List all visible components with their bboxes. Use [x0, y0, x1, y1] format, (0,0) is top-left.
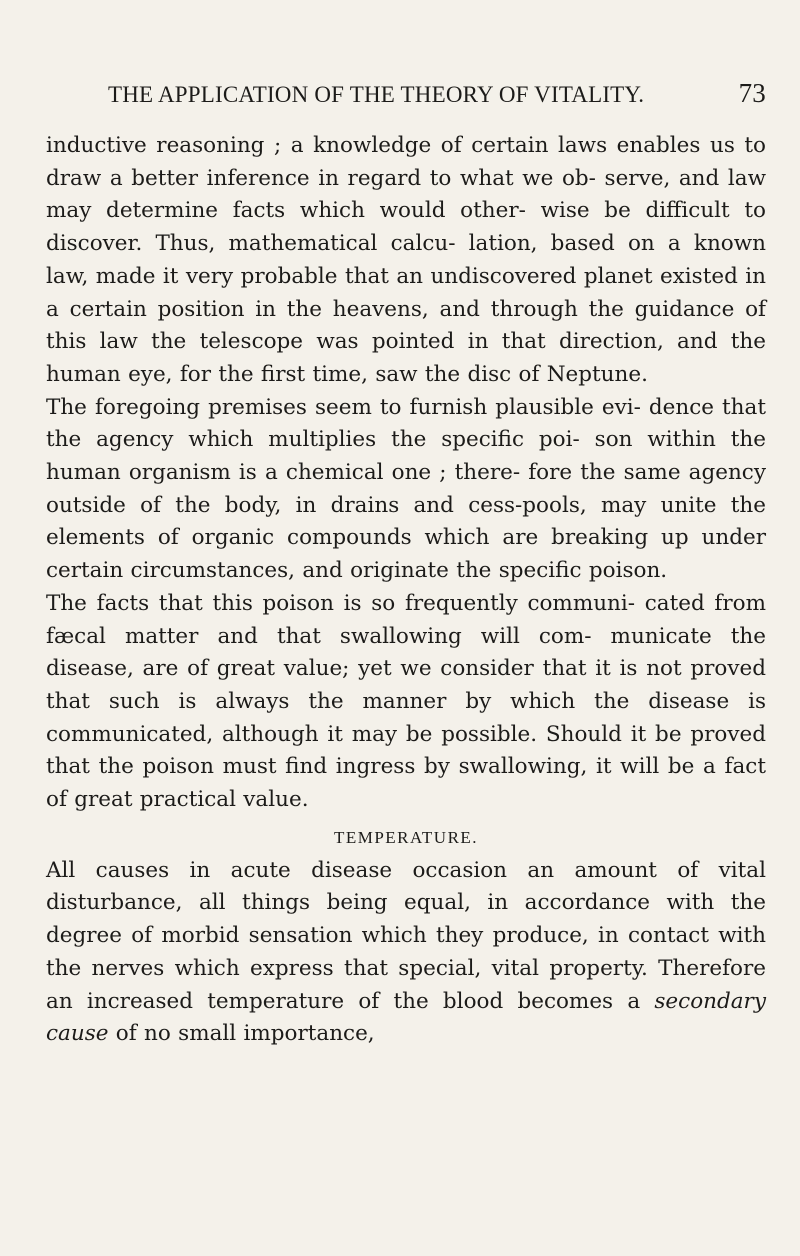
paragraph-1: inductive reasoning ; a knowledge of certain laws enables us to draw a better inference in regard to what we ob- serve, and law may determine facts which would other- wise be difficult to discover. Thus, mathematical calcu- lation, based on a known law, made it very probable that an undiscovered planet existed in a certain position in the heavens, and through the guidance of this law the telescope was pointed in that direction, and the human eye, for the first time, saw the disc of Neptune. — [46, 133, 766, 387]
paragraph-4 — [46, 855, 766, 1051]
body-text — [46, 130, 766, 1051]
page-number: 73 — [738, 78, 766, 108]
section-heading-temperature: TEMPERATURE. — [333, 827, 479, 847]
paragraph-4-italic-phrase: secondary cause — [46, 988, 766, 1047]
paragraph-2: The foregoing premises seem to furnish plausible evi- dence that the agency which multiplies the specific poi- son within the human organism is a chemical one ; there- fore the same agency outside of the body, in drains and cess-pools, may unite the elements of organic compounds which are breaking up under certain circumstances, and originate the specific poison. — [46, 394, 766, 584]
running-head — [108, 78, 766, 114]
paragraph-4-text-start: All causes in acute disease occasion an amount of vital disturbance, all things being equal, in accordance with the degree of morbid sensation which they produce, in contact with the nerves which express that special, vital property. Therefore an increased temperature of the blood becomes a — [46, 857, 766, 1014]
running-title: THE APPLICATION OF THE THEORY OF VITALITY. — [108, 82, 645, 107]
paragraph-4-text-end: of no small importance, — [108, 1021, 375, 1047]
paragraph-3: The facts that this poison is so frequently communi- cated from fæcal matter and that swallowing will com- municate the disease, are of great value; yet we consider that it is not proved that such is always the manner by which the disease is communicated, although it may be possible. Should it be proved that the poison must find ingress by swallowing, it will be a fact of great practical value. — [46, 590, 766, 813]
